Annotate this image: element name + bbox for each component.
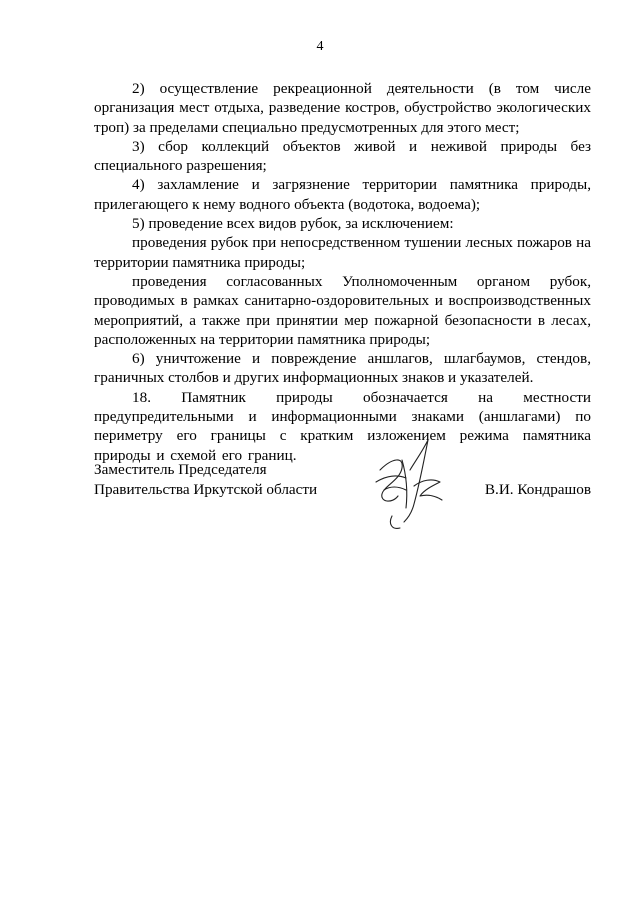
paragraph-item-5: 5) проведение всех видов рубок, за исключением:: [132, 215, 454, 233]
paragraph-item-2: 2) осуществление рекреационной деятельности (в том числе организация мест отдыха, разведение костров, обустройство экологических троп) за пределами специально предусмотренных для этого мест;: [94, 80, 591, 136]
paragraph-exception-2: проведения согласованных Уполномоченным органом рубок, проводимых в рамках санитарно-оздоровительных и воспроизводственных мероприятий, а также при принятии мер пожарной безопасности в лесах, расположенных на территории памятника природы;: [94, 272, 591, 348]
signatory-position-line1: Заместитель Председателя: [94, 461, 267, 478]
paragraph-exception-1: проведения рубок при непосредственном тушении лесных пожаров на территории памятника природы;: [94, 234, 591, 271]
paragraph-item-3: 3) сбор коллекций объектов живой и неживой природы без специального разрешения;: [94, 137, 591, 175]
handwritten-signature-icon: [362, 430, 462, 540]
paragraph-18: 18. Памятник природы обозначается на местности предупредительными и информационными знаками (аншлагами) по периметру его границы с кратким изложением режима памятника природы и схемой его границ.: [94, 388, 591, 464]
page-number: 4: [316, 39, 324, 54]
signatory-position-line2: Правительства Иркутской области: [94, 481, 318, 498]
signature-block: [94, 460, 591, 540]
paragraph-item-4: 4) захламление и загрязнение территории памятника природы, прилегающего к нему водного объекта (водотока, водоема);: [94, 176, 591, 213]
paragraph-item-6: 6) уничтожение и повреждение аншлагов, шлагбаумов, стендов, граничных столбов и других информационных знаков и указателей.: [94, 350, 591, 387]
document-body: [94, 79, 591, 465]
signatory-position: [94, 460, 317, 500]
signatory-name: В.И. Кондрашов: [484, 481, 591, 498]
